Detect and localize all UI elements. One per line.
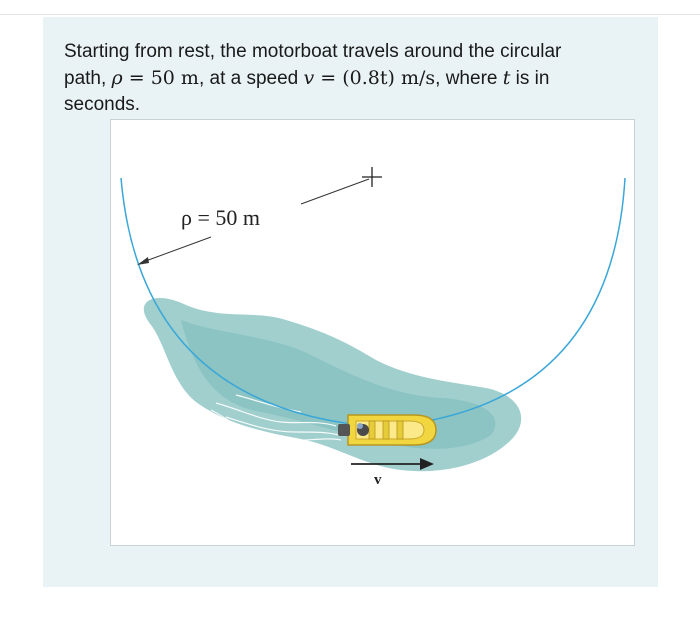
center-plus-icon: [362, 167, 382, 187]
speed-expression: = (0.8t) m/s: [314, 67, 436, 89]
rho-value: = 50 m: [122, 67, 199, 89]
problem-line-2: path, ρ = 50 m, at a speed v = (0.8t) m/s, where t is in: [64, 67, 550, 89]
radius-arrowhead: [137, 257, 149, 265]
radius-line-upper: [301, 179, 369, 204]
problem-line-3: seconds.: [64, 94, 141, 115]
top-divider: [0, 14, 700, 15]
rho-symbol: ρ: [111, 67, 123, 89]
t-symbol: t: [502, 67, 511, 89]
radius-label: ρ = 50 m: [181, 205, 260, 230]
problem-statement: [64, 39, 644, 118]
velocity-label: v: [374, 472, 382, 488]
motorboat-figure: [110, 119, 635, 546]
motorboat-icon: [338, 415, 436, 445]
v-symbol: v: [303, 67, 315, 89]
problem-line-1: Starting from rest, the motorboat travels around the circular: [64, 41, 562, 62]
figure-svg: [111, 120, 636, 547]
radius-line-lower: [143, 237, 211, 262]
